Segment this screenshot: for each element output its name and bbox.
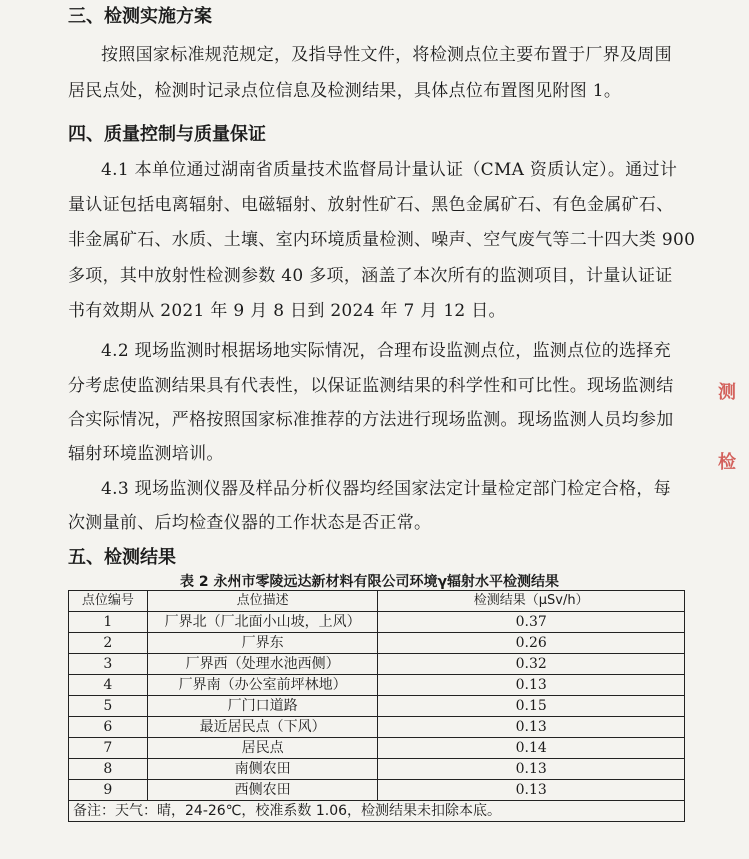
cell-result: 0.13 <box>378 759 685 780</box>
cell-result: 0.26 <box>378 633 685 654</box>
table-row <box>69 612 685 633</box>
para-4-3-line-1: 4.3 现场监测仪器及样品分析仪器均经国家法定计量检定部门检定合格，每 <box>101 479 671 499</box>
cell-description: 西侧农田 <box>147 780 378 801</box>
column-header-id: 点位编号 <box>69 591 148 612</box>
table-row <box>69 633 685 654</box>
table-row <box>69 780 685 801</box>
cell-description: 厂界南（办公室前坪林地） <box>147 675 378 696</box>
cell-result: 0.37 <box>378 612 685 633</box>
cell-id: 1 <box>69 612 148 633</box>
results-table <box>68 590 685 822</box>
cell-description: 厂门口道路 <box>147 696 378 717</box>
table-note-row <box>69 801 685 822</box>
section-5-heading: 五、检测结果 <box>68 547 176 568</box>
cell-id: 8 <box>69 759 148 780</box>
para-4-3-line-2: 次测量前、后均检查仪器的工作状态是否正常。 <box>68 513 432 533</box>
table-header-row <box>69 591 685 612</box>
cell-result: 0.13 <box>378 675 685 696</box>
cell-id: 3 <box>69 654 148 675</box>
table-caption: 表 2 永州市零陵远达新材料有限公司环境γ辐射水平检测结果 <box>180 574 560 590</box>
cell-description: 厂界西（处理水池西侧） <box>147 654 378 675</box>
table-row <box>69 738 685 759</box>
table-row <box>69 759 685 780</box>
para-4-1-line-5: 书有效期从 2021 年 9 月 8 日到 2024 年 7 月 12 日。 <box>68 301 506 321</box>
cell-description: 厂界东 <box>147 633 378 654</box>
section-3-line-2: 居民点处，检测时记录点位信息及检测结果，具体点位布置图见附图 1。 <box>68 81 622 101</box>
red-stamp-fragment: 测 <box>718 382 736 403</box>
cell-description: 最近居民点（下风） <box>147 717 378 738</box>
section-4-heading: 四、质量控制与质量保证 <box>68 124 266 145</box>
red-stamp-fragment: 检 <box>718 452 736 473</box>
cell-id: 2 <box>69 633 148 654</box>
cell-description: 厂界北（厂北面小山坡，上风） <box>147 612 378 633</box>
para-4-2-line-2: 分考虑使监测结果具有代表性，以保证监测结果的科学性和可比性。现场监测结 <box>68 376 674 396</box>
cell-id: 5 <box>69 696 148 717</box>
cell-id: 4 <box>69 675 148 696</box>
para-4-2-line-1: 4.2 现场监测时根据场地实际情况，合理布设监测点位，监测点位的选择充 <box>101 341 671 361</box>
cell-description: 南侧农田 <box>147 759 378 780</box>
cell-result: 0.14 <box>378 738 685 759</box>
cell-result: 0.32 <box>378 654 685 675</box>
cell-id: 9 <box>69 780 148 801</box>
cell-result: 0.15 <box>378 696 685 717</box>
para-4-2-line-4: 辐射环境监测培训。 <box>68 444 224 464</box>
section-3-line-1: 按照国家标准规范规定，及指导性文件，将检测点位主要布置于厂界及周围 <box>101 45 672 65</box>
table-row <box>69 675 685 696</box>
cell-id: 7 <box>69 738 148 759</box>
section-3-heading: 三、检测实施方案 <box>68 6 212 27</box>
table-row <box>69 696 685 717</box>
cell-description: 居民点 <box>147 738 378 759</box>
cell-id: 6 <box>69 717 148 738</box>
column-header-result: 检测结果（μSv/h） <box>378 591 685 612</box>
para-4-2-line-3: 合实际情况，严格按照国家标准推荐的方法进行现场监测。现场监测人员均参加 <box>68 410 674 430</box>
cell-result: 0.13 <box>378 780 685 801</box>
cell-result: 0.13 <box>378 717 685 738</box>
table-row <box>69 717 685 738</box>
column-header-description: 点位描述 <box>147 591 378 612</box>
para-4-1-line-1: 4.1 本单位通过湖南省质量技术监督局计量认证（CMA 资质认定）。通过计 <box>101 160 678 180</box>
para-4-1-line-2: 量认证包括电离辐射、电磁辐射、放射性矿石、黑色金属矿石、有色金属矿石、 <box>68 195 674 215</box>
para-4-1-line-4: 多项，其中放射性检测参数 40 多项，涵盖了本次所有的监测项目，计量认证证 <box>68 266 673 286</box>
table-note: 备注：天气：晴，24-26℃，校准系数 1.06，检测结果未扣除本底。 <box>69 801 685 822</box>
table-row <box>69 654 685 675</box>
para-4-1-line-3: 非金属矿石、水质、土壤、室内环境质量检测、噪声、空气废气等二十四大类 900 <box>68 230 696 250</box>
